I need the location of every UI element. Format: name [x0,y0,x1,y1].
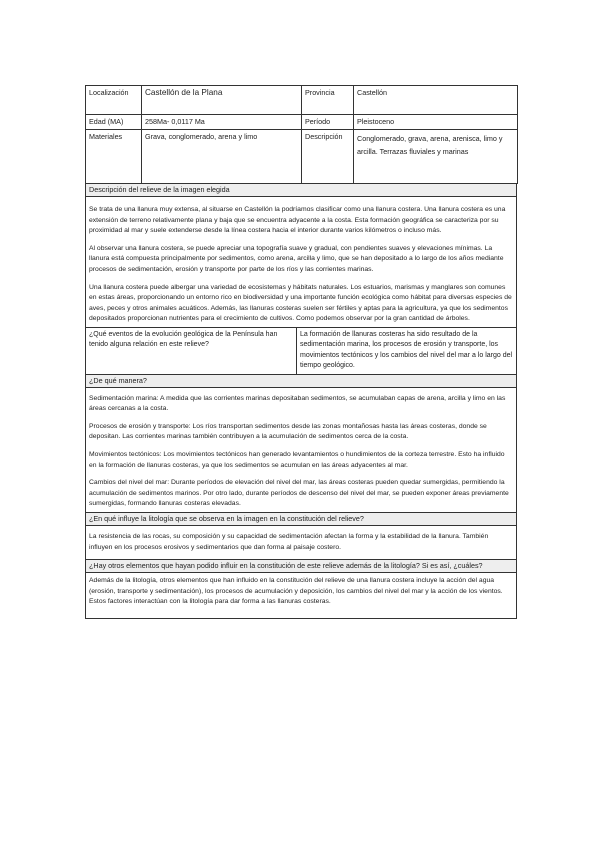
litologia-section [85,526,517,560]
manera-paragraph: Sedimentación marina: A medida que las corrientes marinas depositaban sedimentos, se acumulaban capas de arena, arcilla y limo en las áreas cercanas a la costa. [89,394,506,413]
edad-value: 258Ma- 0,0117 Ma [142,115,302,130]
materiales-value: Grava, conglomerado, arena y limo [142,130,302,184]
manera-paragraph: Movimientos tectónicos: Los movimientos tectónicos han generado levantamientos o hundimientos de la corteza terrestre. Esto ha influido en la formación de llanuras costeras, ya que los sedimentos se acumulan en las áreas adyacentes al mar. [89,450,505,469]
manera-heading: ¿De qué manera? [85,375,517,388]
descripcion-value: Conglomerado, grava, arena, arenisca, limo y arcilla. Terrazas fluviales y marinas [354,130,518,184]
document-page [85,85,517,619]
manera-section [85,388,517,513]
otros-section [85,573,517,619]
otros-paragraph: Además de la litología, otros elementos que han influido en la constitución del relieve de una llanura costera incluye la acción del agua (erosión, transporte y sedimentación), los procesos de acumulación y deposición, los cambios del nivel del mar y la acción de los vientos. Estos factores interactúan con la litología para dar forma a las llanuras costeras. [89,577,503,606]
litologia-paragraph: La resistencia de las rocas, su composición y su capacidad de sedimentación afectan la forma y la estabilidad de la llanura. También influyen en los procesos erosivos y sedimentarios que dan forma al paisaje costero. [89,532,489,551]
relieve-paragraph: Se trata de una llanura muy extensa, al situarse en Castellón la podríamos clasificar como una llanura costera. Una llanura costera es una extensión de terreno relativamente plana y baja que se encuentra adyacente a la costa. Esta formación geográfica se caracteriza por su proximidad al mar y suele extenderse desde la línea costera hacia el interior durante varios kilómetros o incluso más. [89,206,506,235]
otros-heading: ¿Hay otros elementos que hayan podido influir en la constitución de este relieve además de la litología? Si es así, ¿cuáles? [85,560,517,573]
edad-label: Edad (MA) [86,115,142,130]
litologia-heading: ¿En qué influye la litología que se observa en la imagen en la constitución del relieve? [85,513,517,526]
localizacion-value: Castellón de la Plana [142,86,302,115]
manera-paragraph: Cambios del nivel del mar: Durante períodos de elevación del nivel del mar, las áreas costeras pueden quedar sumergidas, permitiendo la acumulación de sedimentos marinos. Por otro lado, durante períodos de descenso del nivel del mar, se pueden exponer áreas previamente sumergidas, formando llanuras costeras elevadas. [89,479,509,508]
relieve-paragraph: Al observar una llanura costera, se puede apreciar una topografía suave y gradual, con pendientes suaves y elevaciones mínimas. La llanura está compuesta principalmente por sedimentos, como arena, arcilla y limo, que se han depositado a lo largo de los años mediante procesos de sedimentación, erosión y transporte por parte de los ríos y las corrientes marinas. [89,244,504,273]
provincia-value: Castellón [354,86,518,115]
periodo-value: Pleistoceno [354,115,518,130]
periodo-label: Período [302,115,354,130]
relieve-section [85,197,517,328]
descripcion-label: Descripción [302,130,354,184]
manera-paragraph: Procesos de erosión y transporte: Los ríos transportan sedimentos desde las zonas montañosas hasta las áreas costeras, donde se depositan. Las corrientes marinas también contribuyen a la acumulación de sedimentos cerca de la costa. [89,422,487,441]
provincia-label: Provincia [302,86,354,115]
evolucion-question: ¿Qué eventos de la evolución geológica de la Península han tenido alguna relación en este relieve? [86,328,297,374]
info-table [85,85,518,184]
relieve-heading: Descripción del relieve de la imagen elegida [85,184,517,197]
evolucion-answer: La formación de llanuras costeras ha sido resultado de la sedimentación marina, los procesos de erosión y transporte, los movimientos tectónicos y los cambios del nivel del mar a lo largo del tiempo geológico. [300,330,513,370]
localizacion-label: Localización [86,86,142,115]
materiales-label: Materiales [86,130,142,184]
evolucion-row [85,328,517,375]
relieve-paragraph: Una llanura costera puede albergar una variedad de ecosistemas y hábitats naturales. Los estuarios, marismas y manglares son comunes en estas áreas, proporcionando un entorno rico en biodiversidad y una importante función ecológica como hábitat para diversas especies de aves, peces y otros animales acuáticos. Además, las llanuras costeras suelen ser fértiles y aptas para la agricultura, ya que los sedimentos depositados proporcionan nutrientes para el crecimiento de cultivos. Como podemos observar por la gran cantidad de árboles. [89,283,512,323]
